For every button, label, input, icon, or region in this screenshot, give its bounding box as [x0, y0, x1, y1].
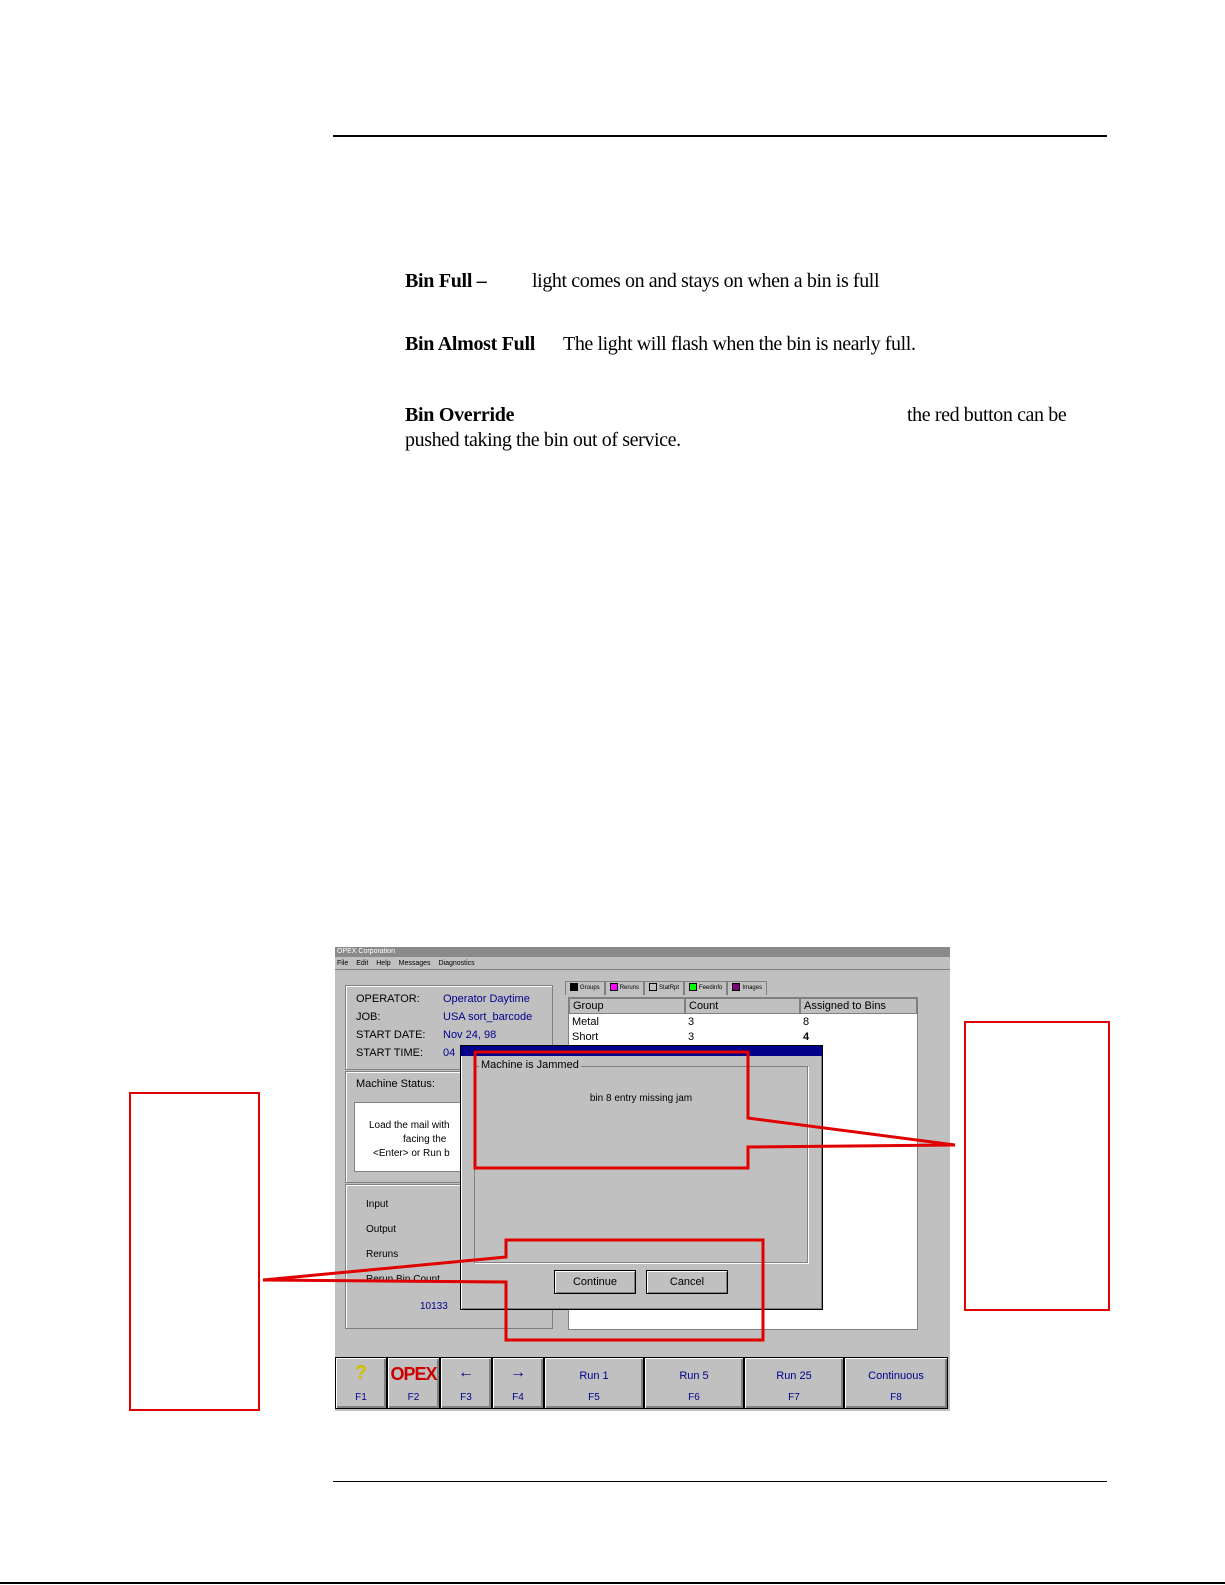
- tab-groups[interactable]: Groups: [565, 981, 605, 995]
- images-swatch: [732, 983, 740, 991]
- jam-group-title: Machine is Jammed: [481, 1059, 579, 1071]
- f5-run1-button[interactable]: [544, 1357, 644, 1409]
- bin-full-text: light comes on and stays on when a bin is full: [532, 270, 880, 292]
- tab-reruns[interactable]: Reruns: [605, 981, 644, 995]
- operator-value: Operator Daytime: [443, 993, 530, 1005]
- f6-run5-button[interactable]: [644, 1357, 744, 1409]
- operator-label: OPERATOR:: [356, 993, 420, 1005]
- dialog-title-bar: [461, 1046, 822, 1056]
- col-header-group[interactable]: Group: [569, 998, 685, 1014]
- f7-label: F7: [788, 1392, 800, 1403]
- help-icon: ?: [354, 1362, 368, 1384]
- app-screenshot: [335, 947, 950, 1411]
- bottom-rule: [333, 1481, 1107, 1482]
- col-header-bins[interactable]: Assigned to Bins: [800, 998, 917, 1014]
- row-1-group: Metal: [572, 1016, 599, 1028]
- machine-status-label: Machine Status:: [356, 1078, 435, 1090]
- groups-swatch: [570, 983, 578, 991]
- status-line-2: Load the mail with: [369, 1120, 450, 1131]
- top-rule: [333, 135, 1107, 137]
- start-time-label: START TIME:: [356, 1047, 424, 1059]
- statrpt-swatch: [649, 983, 657, 991]
- f1-help-button[interactable]: [335, 1357, 387, 1409]
- col-header-count[interactable]: Count: [685, 998, 800, 1014]
- bin-almost-full-text: The light will flash when the bin is nearly full.: [563, 333, 916, 355]
- tab-feedinfo[interactable]: Feedinfo: [684, 981, 727, 995]
- status-line-4: <Enter> or Run b: [373, 1148, 450, 1159]
- f4-label: F4: [512, 1392, 524, 1403]
- bin-override-text-1: the red button can be: [907, 404, 1067, 426]
- counter-rerun-bin-label: Rerun Bin Count: [366, 1274, 440, 1285]
- jam-message: bin 8 entry missing jam: [589, 1093, 693, 1104]
- start-date-value: Nov 24, 98: [443, 1029, 497, 1041]
- f5-action: Run 1: [579, 1370, 609, 1382]
- bin-almost-full-term: Bin Almost Full: [405, 333, 535, 355]
- f7-run25-button[interactable]: [744, 1357, 844, 1409]
- cancel-button[interactable]: Cancel: [646, 1270, 728, 1294]
- f3-label: F3: [460, 1392, 472, 1403]
- counter-output-label: Output: [366, 1224, 397, 1235]
- reruns-swatch: [610, 983, 618, 991]
- tab-images[interactable]: Images: [727, 981, 767, 995]
- counter-reruns-label: Reruns: [366, 1249, 399, 1260]
- bin-override-term: Bin Override: [405, 404, 515, 426]
- opex-logo-icon: OPEX: [390, 1364, 437, 1384]
- counter-input-label: Input: [366, 1199, 389, 1210]
- arrow-right-icon: →: [510, 1364, 526, 1381]
- f7-action: Run 25: [776, 1370, 812, 1382]
- bin-override-text-2: pushed taking the bin out of service.: [405, 429, 681, 451]
- app-title-bar: [335, 947, 950, 957]
- menu-messages[interactable]: Messages: [398, 960, 431, 967]
- page-edge: [0, 1582, 1225, 1584]
- f4-forward-button[interactable]: [492, 1357, 544, 1409]
- menu-file[interactable]: File: [337, 960, 349, 967]
- row-1-count: 3: [688, 1016, 695, 1028]
- f2-label: F2: [407, 1392, 420, 1403]
- f3-back-button[interactable]: [440, 1357, 492, 1409]
- f8-action: Continuous: [868, 1370, 924, 1382]
- start-time-value: 04: [443, 1047, 456, 1059]
- feedinfo-swatch: [689, 983, 697, 991]
- app-title: OPEX Corporation: [337, 948, 395, 955]
- row-2-count: 3: [688, 1031, 695, 1043]
- counter-value: 10133: [420, 1301, 448, 1312]
- f6-label: F6: [688, 1392, 700, 1403]
- view-tabs: [565, 981, 767, 995]
- continue-button[interactable]: Continue: [554, 1270, 636, 1294]
- job-value: USA sort_barcode: [443, 1011, 533, 1023]
- f1-label: F1: [355, 1392, 367, 1403]
- row-2-bins: 4: [803, 1031, 810, 1043]
- menu-help[interactable]: Help: [376, 960, 391, 967]
- row-1-bins: 8: [803, 1016, 810, 1028]
- f6-action: Run 5: [679, 1370, 709, 1382]
- job-label: JOB:: [356, 1011, 381, 1023]
- f2-opex-button[interactable]: [387, 1357, 440, 1409]
- start-date-label: START DATE:: [356, 1029, 426, 1041]
- menu-edit[interactable]: Edit: [356, 960, 369, 967]
- f8-label: F8: [890, 1392, 902, 1403]
- f8-continuous-button[interactable]: [844, 1357, 948, 1409]
- jam-groupbox: [474, 1059, 808, 1263]
- left-callout-box: [130, 1093, 259, 1410]
- status-line-3: facing the: [403, 1134, 447, 1145]
- menu-bar: [335, 957, 950, 970]
- tab-statrpt[interactable]: StatRpt: [644, 981, 684, 995]
- row-2-group: Short: [572, 1031, 599, 1043]
- arrow-left-icon: ←: [458, 1364, 474, 1381]
- right-callout-box: [965, 1022, 1109, 1310]
- jam-dialog: [460, 1045, 823, 1310]
- menu-diagnostics[interactable]: Diagnostics: [438, 960, 475, 967]
- function-key-bar: [335, 1357, 950, 1411]
- f5-label: F5: [588, 1392, 600, 1403]
- bin-full-term: Bin Full –: [405, 270, 487, 292]
